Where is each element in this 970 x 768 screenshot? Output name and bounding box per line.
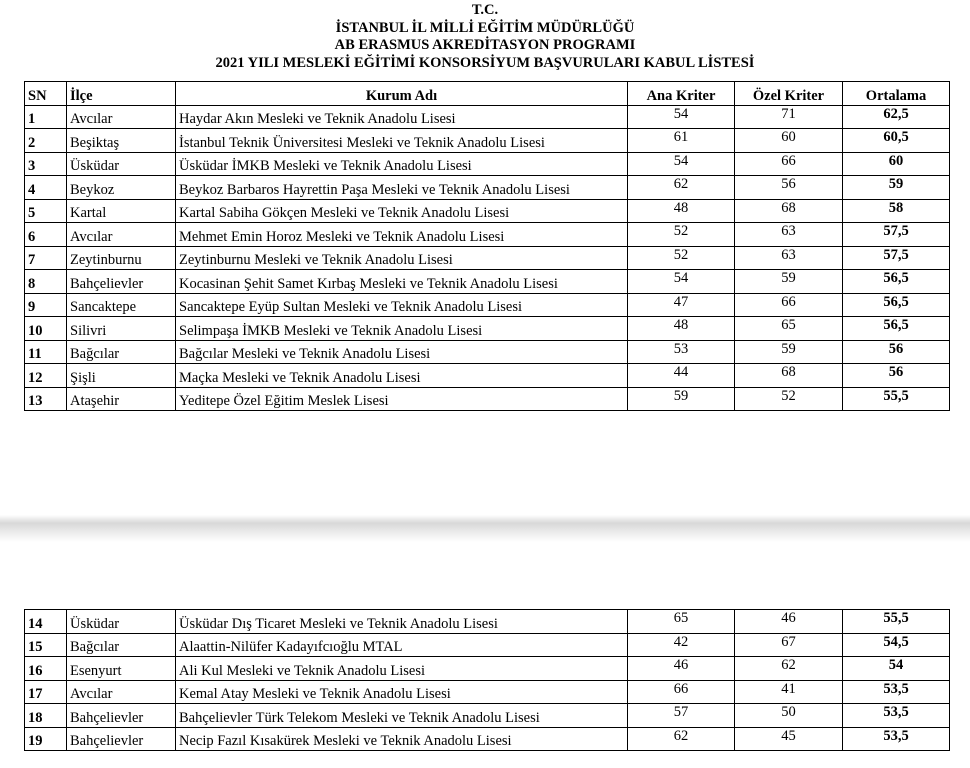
ana-kriter-cell: 52 <box>628 223 735 247</box>
ozel-kriter-cell: 68 <box>735 199 843 223</box>
header-line-tc: T.C. <box>471 2 499 18</box>
ortalama-cell: 56,5 <box>843 293 950 317</box>
table-row <box>25 387 950 411</box>
ortalama-cell: 56 <box>843 340 950 364</box>
table-row <box>25 152 950 176</box>
ilce-cell: Beykoz <box>67 176 176 200</box>
table-row <box>25 270 950 294</box>
ozel-kriter-cell: 45 <box>735 727 843 751</box>
sn-cell: 14 <box>25 610 67 634</box>
ilce-cell: Şişli <box>67 364 176 388</box>
kurum-cell: Kocasinan Şehit Samet Kırbaş Mesleki ve Teknik Anadolu Lisesi <box>176 270 628 294</box>
ortalama-cell: 56 <box>843 364 950 388</box>
sn-cell: 12 <box>25 364 67 388</box>
ana-kriter-cell: 66 <box>628 680 735 704</box>
ortalama-cell: 53,5 <box>843 727 950 751</box>
ozel-kriter-cell: 59 <box>735 270 843 294</box>
ozel-kriter-cell: 56 <box>735 176 843 200</box>
ortalama-cell: 53,5 <box>843 704 950 728</box>
sn-cell: 4 <box>25 176 67 200</box>
column-header-ilce: İlçe <box>67 82 176 106</box>
column-header-ana-kriter: Ana Kriter <box>628 82 735 106</box>
ortalama-cell: 55,5 <box>843 387 950 411</box>
table-row <box>25 317 950 341</box>
sn-cell: 18 <box>25 704 67 728</box>
sn-cell: 9 <box>25 293 67 317</box>
ortalama-cell: 56,5 <box>843 270 950 294</box>
ilce-cell: Bağcılar <box>67 340 176 364</box>
ilce-cell: Bağcılar <box>67 633 176 657</box>
kurum-cell: Bağcılar Mesleki ve Teknik Anadolu Lisesi <box>176 340 628 364</box>
column-header-kurum: Kurum Adı <box>176 82 628 106</box>
header-line-program: AB ERASMUS AKREDİTASYON PROGRAMI <box>334 37 636 53</box>
kurum-cell: Beykoz Barbaros Hayrettin Paşa Mesleki ve Teknik Anadolu Lisesi <box>176 176 628 200</box>
kurum-cell: Maçka Mesleki ve Teknik Anadolu Lisesi <box>176 364 628 388</box>
sn-cell: 2 <box>25 129 67 153</box>
ozel-kriter-cell: 67 <box>735 633 843 657</box>
ilce-cell: Sancaktepe <box>67 293 176 317</box>
sn-cell: 10 <box>25 317 67 341</box>
ana-kriter-cell: 62 <box>628 176 735 200</box>
ortalama-cell: 53,5 <box>843 680 950 704</box>
kurum-cell: İstanbul Teknik Üniversitesi Mesleki ve Teknik Anadolu Lisesi <box>176 129 628 153</box>
table-row <box>25 657 950 681</box>
ana-kriter-cell: 48 <box>628 317 735 341</box>
kurum-cell: Kemal Atay Mesleki ve Teknik Anadolu Lisesi <box>176 680 628 704</box>
ilce-cell: Esenyurt <box>67 657 176 681</box>
ortalama-cell: 60 <box>843 152 950 176</box>
kurum-cell: Bahçelievler Türk Telekom Mesleki ve Teknik Anadolu Lisesi <box>176 704 628 728</box>
ozel-kriter-cell: 71 <box>735 105 843 129</box>
ana-kriter-cell: 57 <box>628 704 735 728</box>
ortalama-cell: 62,5 <box>843 105 950 129</box>
ana-kriter-cell: 54 <box>628 152 735 176</box>
table-row <box>25 293 950 317</box>
ortalama-cell: 59 <box>843 176 950 200</box>
ilce-cell: Üsküdar <box>67 610 176 634</box>
kurum-cell: Sancaktepe Eyüp Sultan Mesleki ve Teknik Anadolu Lisesi <box>176 293 628 317</box>
kurum-cell: Haydar Akın Mesleki ve Teknik Anadolu Lisesi <box>176 105 628 129</box>
kurum-cell: Mehmet Emin Horoz Mesleki ve Teknik Anadolu Lisesi <box>176 223 628 247</box>
ana-kriter-cell: 53 <box>628 340 735 364</box>
table-row <box>25 105 950 129</box>
table-row <box>25 704 950 728</box>
ortalama-cell: 57,5 <box>843 223 950 247</box>
table-row <box>25 610 950 634</box>
column-header-sn: SN <box>25 82 67 106</box>
sn-cell: 11 <box>25 340 67 364</box>
sn-cell: 3 <box>25 152 67 176</box>
ana-kriter-cell: 54 <box>628 105 735 129</box>
ana-kriter-cell: 44 <box>628 364 735 388</box>
sn-cell: 5 <box>25 199 67 223</box>
ilce-cell: Bahçelievler <box>67 704 176 728</box>
ilce-cell: Zeytinburnu <box>67 246 176 270</box>
column-header-ozel-kriter: Özel Kriter <box>735 82 843 106</box>
ortalama-cell: 54 <box>843 657 950 681</box>
ana-kriter-cell: 54 <box>628 270 735 294</box>
ozel-kriter-cell: 52 <box>735 387 843 411</box>
kurum-cell: Zeytinburnu Mesleki ve Teknik Anadolu Lisesi <box>176 246 628 270</box>
table-row <box>25 223 950 247</box>
ozel-kriter-cell: 60 <box>735 129 843 153</box>
ozel-kriter-cell: 65 <box>735 317 843 341</box>
kurum-cell: Kartal Sabiha Gökçen Mesleki ve Teknik Anadolu Lisesi <box>176 199 628 223</box>
ozel-kriter-cell: 41 <box>735 680 843 704</box>
ana-kriter-cell: 42 <box>628 633 735 657</box>
table-row <box>25 176 950 200</box>
table-row <box>25 633 950 657</box>
header-line-list-title: 2021 YILI MESLEKİ EĞİTİMİ KONSORSİYUM BAŞVURULARI KABUL LİSTESİ <box>215 54 755 71</box>
ana-kriter-cell: 52 <box>628 246 735 270</box>
sn-cell: 8 <box>25 270 67 294</box>
ana-kriter-cell: 61 <box>628 129 735 153</box>
ilce-cell: Üsküdar <box>67 152 176 176</box>
sn-cell: 15 <box>25 633 67 657</box>
ozel-kriter-cell: 62 <box>735 657 843 681</box>
sn-cell: 16 <box>25 657 67 681</box>
ana-kriter-cell: 48 <box>628 199 735 223</box>
sn-cell: 1 <box>25 105 67 129</box>
header-line-directorate: İSTANBUL İL MİLLİ EĞİTİM MÜDÜRLÜĞÜ <box>335 19 635 36</box>
ana-kriter-cell: 46 <box>628 657 735 681</box>
ortalama-cell: 60,5 <box>843 129 950 153</box>
column-header-ortalama: Ortalama <box>843 82 950 106</box>
table-row <box>25 364 950 388</box>
table-header-row <box>25 82 950 106</box>
sn-cell: 19 <box>25 727 67 751</box>
ilce-cell: Silivri <box>67 317 176 341</box>
sn-cell: 17 <box>25 680 67 704</box>
ozel-kriter-cell: 63 <box>735 223 843 247</box>
sn-cell: 7 <box>25 246 67 270</box>
kurum-cell: Yeditepe Özel Eğitim Meslek Lisesi <box>176 387 628 411</box>
acceptance-table-page-1 <box>24 81 950 411</box>
ortalama-cell: 54,5 <box>843 633 950 657</box>
ilce-cell: Avcılar <box>67 680 176 704</box>
ilce-cell: Avcılar <box>67 223 176 247</box>
ilce-cell: Bahçelievler <box>67 727 176 751</box>
ozel-kriter-cell: 46 <box>735 610 843 634</box>
kurum-cell: Üsküdar İMKB Mesleki ve Teknik Anadolu Lisesi <box>176 152 628 176</box>
ozel-kriter-cell: 68 <box>735 364 843 388</box>
table-row <box>25 727 950 751</box>
ana-kriter-cell: 65 <box>628 610 735 634</box>
sn-cell: 6 <box>25 223 67 247</box>
ilce-cell: Beşiktaş <box>67 129 176 153</box>
table-body-page-1 <box>25 105 950 411</box>
table-row <box>25 246 950 270</box>
table-row <box>25 129 950 153</box>
ozel-kriter-cell: 66 <box>735 293 843 317</box>
kurum-cell: Selimpaşa İMKB Mesleki ve Teknik Anadolu Lisesi <box>176 317 628 341</box>
table-body-page-2 <box>25 610 950 751</box>
ilce-cell: Kartal <box>67 199 176 223</box>
ozel-kriter-cell: 63 <box>735 246 843 270</box>
document-header <box>0 2 970 72</box>
table-row <box>25 680 950 704</box>
ana-kriter-cell: 59 <box>628 387 735 411</box>
ilce-cell: Avcılar <box>67 105 176 129</box>
ilce-cell: Ataşehir <box>67 387 176 411</box>
table-row <box>25 199 950 223</box>
ortalama-cell: 57,5 <box>843 246 950 270</box>
kurum-cell: Ali Kul Mesleki ve Teknik Anadolu Lisesi <box>176 657 628 681</box>
ortalama-cell: 55,5 <box>843 610 950 634</box>
ilce-cell: Bahçelievler <box>67 270 176 294</box>
ozel-kriter-cell: 66 <box>735 152 843 176</box>
ana-kriter-cell: 62 <box>628 727 735 751</box>
kurum-cell: Necip Fazıl Kısakürek Mesleki ve Teknik Anadolu Lisesi <box>176 727 628 751</box>
kurum-cell: Alaattin-Nilüfer Kadayıfcıoğlu MTAL <box>176 633 628 657</box>
acceptance-table-page-2 <box>24 609 950 751</box>
ortalama-cell: 58 <box>843 199 950 223</box>
ozel-kriter-cell: 59 <box>735 340 843 364</box>
ortalama-cell: 56,5 <box>843 317 950 341</box>
kurum-cell: Üsküdar Dış Ticaret Mesleki ve Teknik Anadolu Lisesi <box>176 610 628 634</box>
table-row <box>25 340 950 364</box>
ozel-kriter-cell: 50 <box>735 704 843 728</box>
page-separator <box>0 515 970 542</box>
sn-cell: 13 <box>25 387 67 411</box>
ana-kriter-cell: 47 <box>628 293 735 317</box>
